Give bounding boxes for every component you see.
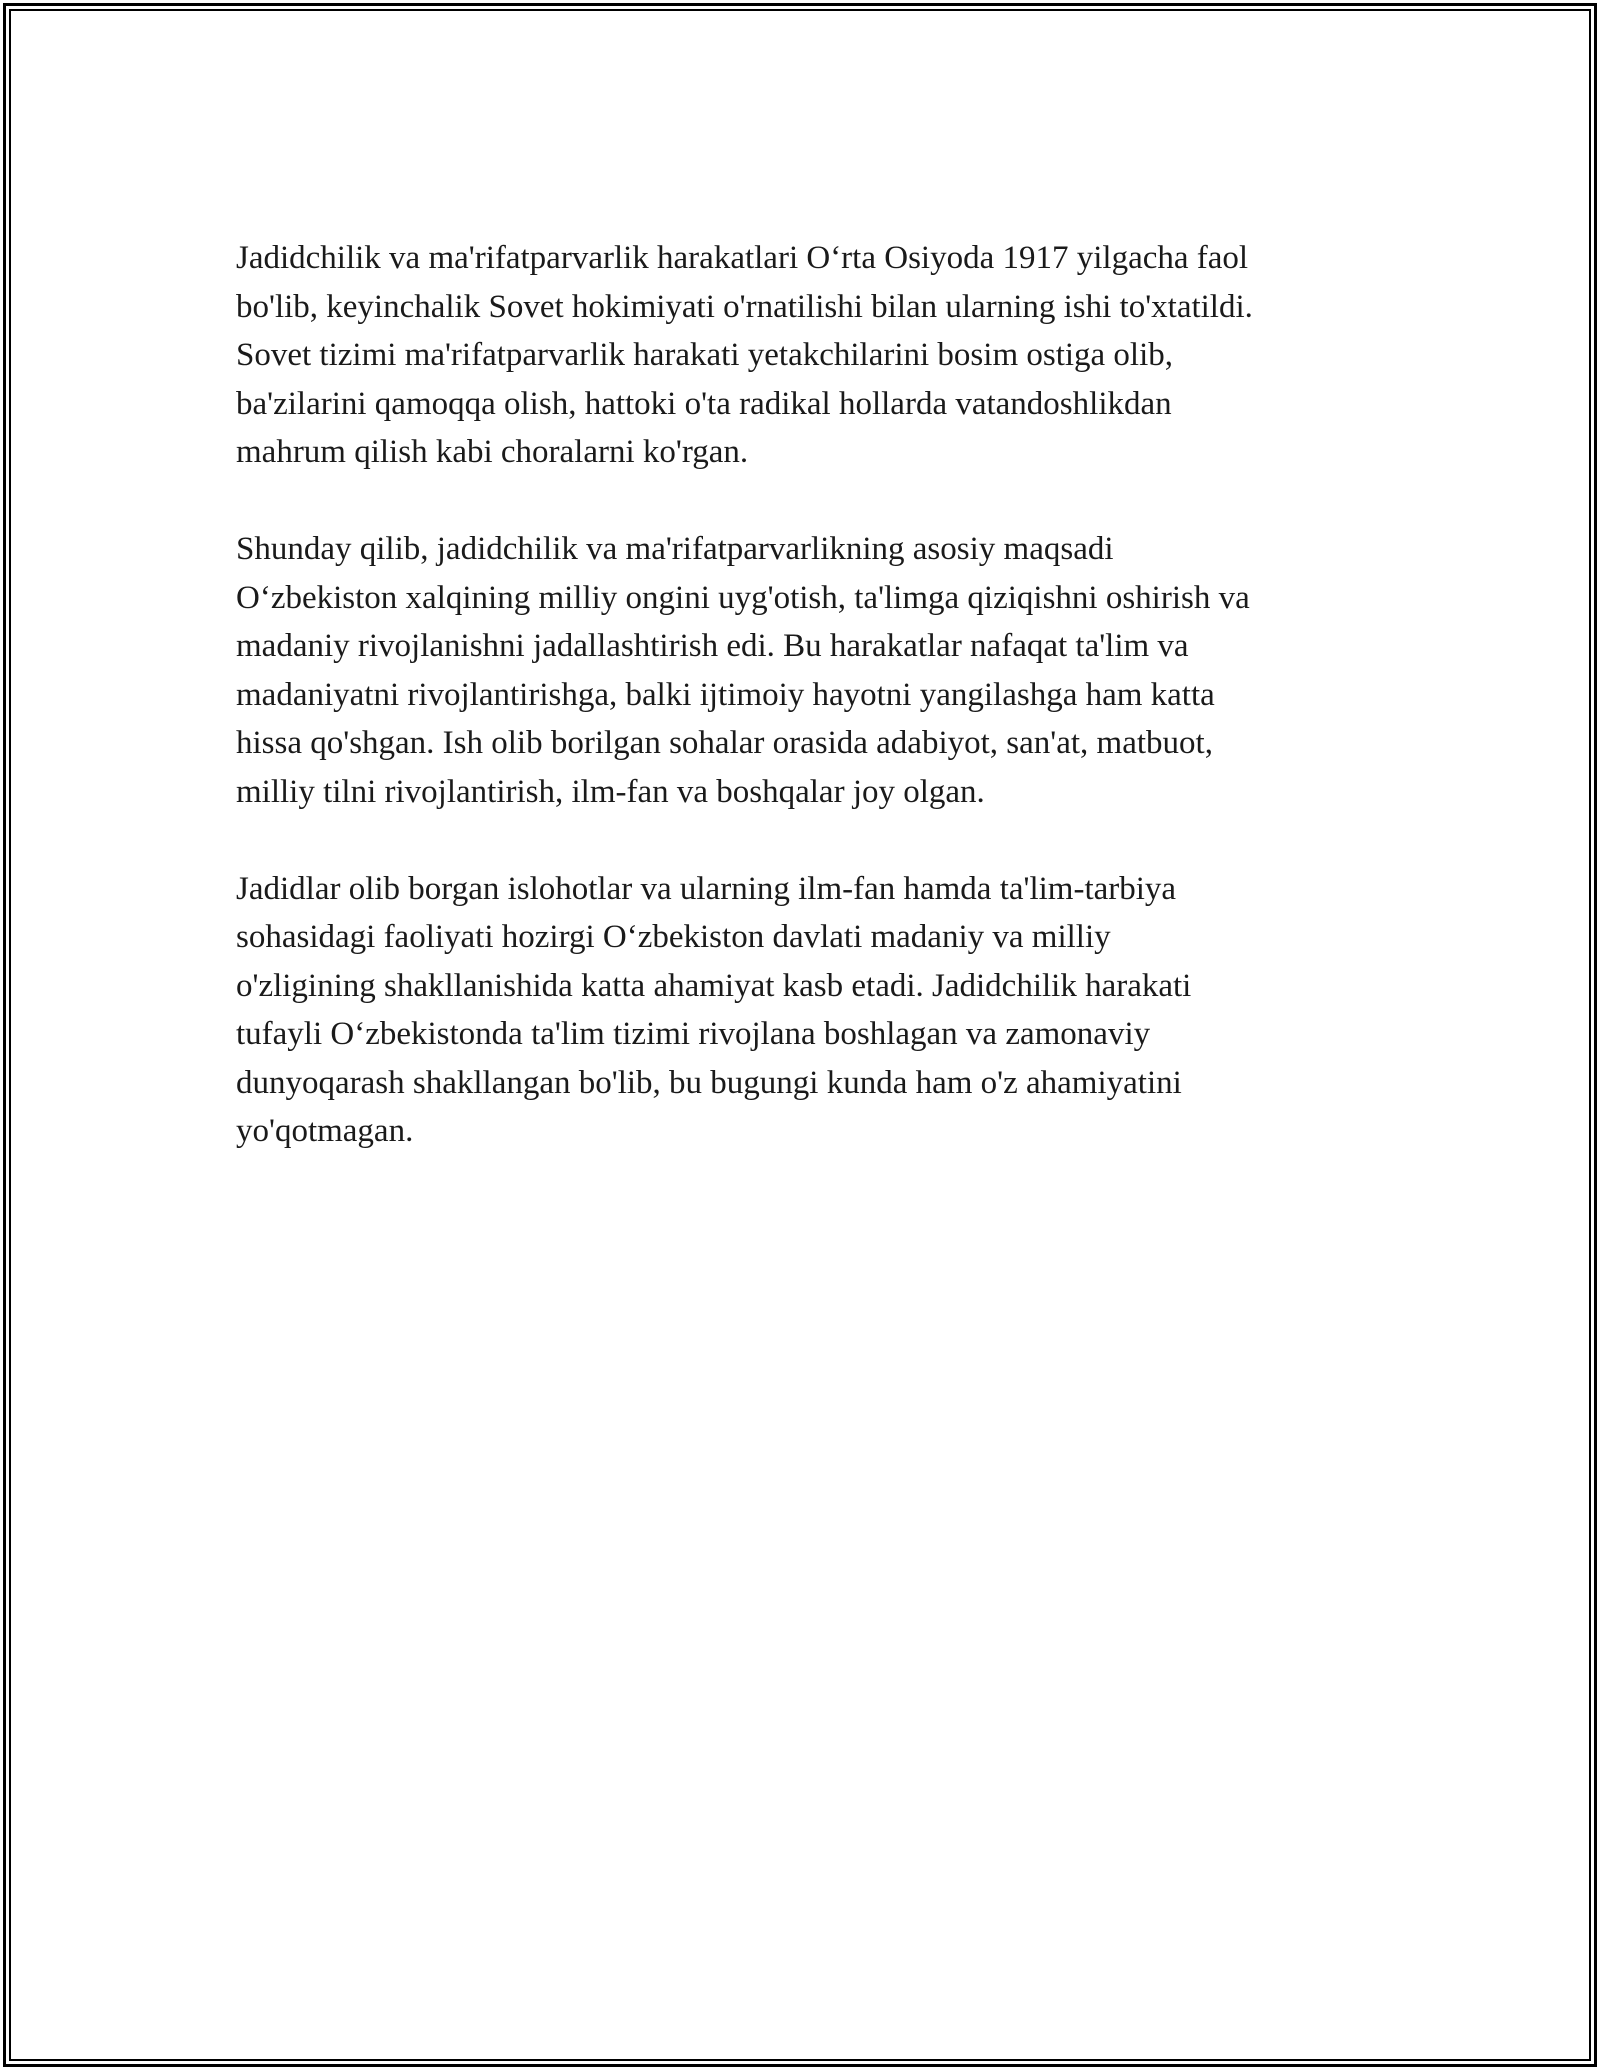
text-line: O‘zbekiston xalqining milliy ongini uyg'otish, ta'limga qiziqishni oshirish va bbox=[236, 579, 1250, 616]
text-line: milliy tilni rivojlantirish, ilm-fan va boshqalar joy olgan. bbox=[236, 773, 985, 810]
text-line: Sovet tizimi ma'rifatparvarlik harakati yetakchilarini bosim ostiga olib, bbox=[236, 337, 1174, 373]
text-line: tufayli O‘zbekistonda ta'lim tizimi rivojlana boshlagan va zamonaviy bbox=[236, 1016, 1151, 1052]
paragraph-2 bbox=[236, 525, 1396, 816]
paragraph-3 bbox=[236, 865, 1396, 1156]
text-line: sohasidagi faoliyati hozirgi O‘zbekiston davlati madaniy va milliy bbox=[236, 919, 1111, 955]
text-line: dunyoqarash shakllangan bo'lib, bu bugungi kunda ham o'z ahamiyatini bbox=[236, 1064, 1182, 1101]
text-line: Jadidchilik va ma'rifatparvarlik harakatlari O‘rta Osiyoda 1917 yilgacha faol bbox=[236, 240, 1249, 276]
document-body bbox=[236, 234, 1396, 1204]
text-line: Jadidlar olib borgan islohotlar va ularning ilm-fan hamda ta'lim-tarbiya bbox=[236, 870, 1177, 907]
paragraph-1 bbox=[236, 234, 1396, 477]
text-line: madaniyatni rivojlantirishga, balki ijtimoiy hayotni yangilashga ham katta bbox=[236, 676, 1215, 713]
text-line: o'zligining shakllanishida katta ahamiyat kasb etadi. Jadidchilik harakati bbox=[236, 967, 1192, 1004]
text-line: ba'zilarini qamoqqa olish, hattoki o'ta radikal hollarda vatandoshlikdan bbox=[236, 385, 1172, 422]
text-line: hissa qo'shgan. Ish olib borilgan sohalar orasida adabiyot, san'at, matbuot, bbox=[236, 725, 1213, 761]
text-line: Shunday qilib, jadidchilik va ma'rifatparvarlikning asosiy maqsadi bbox=[236, 531, 1114, 567]
text-line: mahrum qilish kabi choralarni ko'rgan. bbox=[236, 434, 749, 470]
text-line: bo'lib, keyinchalik Sovet hokimiyati o'rnatilishi bilan ularning ishi to'xtatildi. bbox=[236, 288, 1253, 325]
text-line: yo'qotmagan. bbox=[236, 1113, 414, 1149]
text-line: madaniy rivojlanishni jadallashtirish edi. Bu harakatlar nafaqat ta'lim va bbox=[236, 628, 1189, 664]
